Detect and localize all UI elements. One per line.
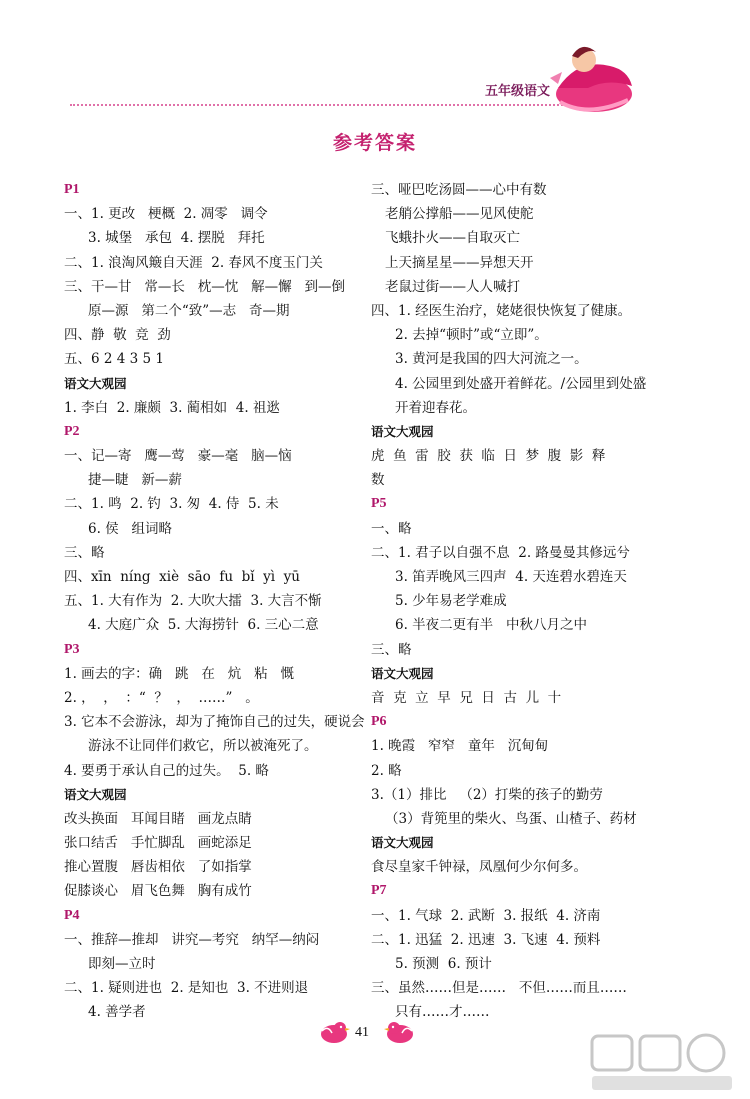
answer-line: 食尽皇家千钟禄，凤凰何少尔何多。	[371, 859, 587, 876]
page-heading: P5	[371, 496, 387, 512]
page-heading: P1	[64, 182, 80, 197]
answer-line: 2. ， ， ：“ ？ ， ……” 。	[64, 689, 259, 706]
answer-line: 三、哑巴吃汤圆——心中有数	[371, 182, 547, 198]
answer-line: 5. 少年易老学难成	[395, 593, 507, 610]
page-heading: P3	[64, 641, 80, 657]
answer-line: 四、xīn níng xiè sāo fu bǐ yì yū	[64, 569, 300, 585]
answer-line: 三、虽然……但是…… 不但……而且……	[371, 980, 627, 997]
answer-line: 6. 侯 组词略	[88, 520, 173, 537]
answer-line: 1. 李白 2. 廉颇 3. 蔺相如 4. 祖逖	[64, 399, 280, 416]
right-column	[371, 178, 691, 1025]
answer-line: 即刻—立时	[88, 956, 156, 972]
answer-line: 捷—睫 新—薪	[88, 472, 182, 489]
answer-line: 数	[371, 472, 385, 489]
section-heading: 语文大观园	[371, 835, 434, 851]
answer-line: 老艄公撑船——见风使舵	[385, 206, 534, 223]
left-column	[64, 178, 384, 1025]
answer-line: 游泳不让同伴们救它，所以被淹死了。	[88, 738, 318, 755]
header-divider	[70, 104, 570, 106]
answer-line: 五、1. 大有作为 2. 大吹大擂 3. 大言不惭	[64, 593, 322, 610]
answer-line: （3）背篼里的柴火、鸟蛋、山楂子、药材	[385, 810, 637, 827]
answer-line: 3. 城堡 承包 4. 摆脱 拜托	[88, 230, 265, 247]
answer-line: 虎 鱼 雷 胶 获 临 日 梦 腹 影 释	[371, 448, 606, 465]
answer-line: 4. 善学者	[88, 1004, 146, 1021]
answer-line: 二、1. 君子以自强不息 2. 路曼曼其修远兮	[371, 544, 630, 561]
page-title: 参考答案	[332, 132, 417, 154]
answer-line: 4. 要勇于承认自己的过失。 5. 略	[64, 762, 269, 779]
answer-line: 开着迎春花。	[395, 399, 476, 416]
answer-line: 老鼠过街——人人喊打	[385, 278, 520, 295]
answer-line: 张口结舌 手忙脚乱 画蛇添足	[64, 835, 252, 852]
answer-line: 三、略	[371, 641, 412, 658]
answer-line: 促膝谈心 眉飞色舞 胸有成竹	[64, 883, 252, 900]
answer-line: 原—源 第二个“致”—志 奇—期	[88, 302, 290, 319]
answer-line: 2. 去掉“顿时”或“立即”。	[395, 327, 548, 344]
answer-line: 一、1. 更改 梗概 2. 凋零 调令	[64, 206, 268, 223]
answer-line: 3. 黄河是我国的四大河流之一。	[395, 351, 588, 368]
bird-right-icon	[384, 1019, 416, 1045]
answer-line: 只有……才……	[395, 1004, 490, 1021]
bird-left-icon	[318, 1019, 350, 1045]
answer-line: 二、1. 疑则进也 2. 是知也 3. 不进则退	[64, 980, 309, 997]
answer-line: 一、推辞—推却 讲究—考究 纳罕—纳闷	[64, 931, 320, 948]
answer-line: 飞蛾扑火——自取灭亡	[385, 230, 520, 247]
page-heading: P4	[64, 907, 80, 923]
page-number: 41	[355, 1025, 369, 1040]
answer-line: 6. 半夜二更有半 中秋八月之中	[395, 617, 588, 634]
answer-line: 改头换面 耳闻目睹 画龙点睛	[64, 810, 252, 827]
answer-line: 一、1. 气球 2. 武断 3. 报纸 4. 济南	[371, 907, 601, 924]
answer-line: 4. 公园里到处盛开着鲜花。/公园里到处盛	[395, 375, 647, 392]
answer-line: 1. 画去的字：确 跳 在 炕 粘 慨	[64, 665, 295, 682]
section-heading: 语文大观园	[64, 786, 127, 802]
answer-line: 上天摘星星——异想天开	[385, 254, 534, 271]
page-heading: P7	[371, 883, 387, 899]
answer-line: 四、静 敬 竞 劲	[64, 327, 171, 344]
answer-line: 4. 大庭广众 5. 大海捞针 6. 三心二意	[88, 617, 319, 634]
section-heading: 语文大观园	[64, 375, 127, 391]
answer-line: 一、记—寄 鹰—莺 豪—毫 脑—恼	[64, 448, 292, 465]
section-heading: 语文大观园	[371, 423, 434, 439]
page-heading: P2	[64, 423, 80, 439]
answer-line: 3. 它本不会游泳，却为了掩饰自己的过失，硬说会	[64, 714, 365, 731]
mascot-dolphin-icon	[548, 38, 636, 118]
answer-line: 5. 预测 6. 预计	[395, 956, 492, 972]
answer-line: 五、6 2 4 3 5 1	[64, 351, 164, 368]
answer-line: 1. 晚霞 窄窄 童年 沉甸甸	[371, 738, 549, 755]
grade-tag: 五年级语文	[485, 84, 551, 99]
answer-line: 二、1. 浪淘风簸自天涯 2. 春风不度玉门关	[64, 254, 323, 271]
watermark-logo	[588, 1032, 740, 1094]
answer-line: 二、1. 迅猛 2. 迅速 3. 飞速 4. 预料	[371, 931, 601, 948]
answer-line: 三、干—甘 常—长 枕—忱 解—懈 到—倒	[64, 278, 345, 295]
answer-line: 3.（1）排比 （2）打柴的孩子的勤劳	[371, 786, 603, 803]
answer-line: 二、1. 鸣 2. 钓 3. 匆 4. 侍 5. 未	[64, 496, 279, 513]
answer-line: 音 克 立 早 兄 日 古 儿 十	[371, 689, 562, 706]
answer-line: 三、略	[64, 544, 105, 561]
answer-line: 一、略	[371, 520, 412, 537]
answer-line: 3. 笛弄晚风三四声 4. 天连碧水碧连天	[395, 569, 627, 585]
answer-line: 推心置腹 唇齿相依 了如指掌	[64, 859, 252, 876]
section-heading: 语文大观园	[371, 665, 434, 681]
answer-line: 四、1. 经医生治疗，姥姥很快恢复了健康。	[371, 302, 632, 319]
page-heading: P6	[371, 714, 387, 730]
answer-line: 2. 略	[371, 762, 402, 779]
